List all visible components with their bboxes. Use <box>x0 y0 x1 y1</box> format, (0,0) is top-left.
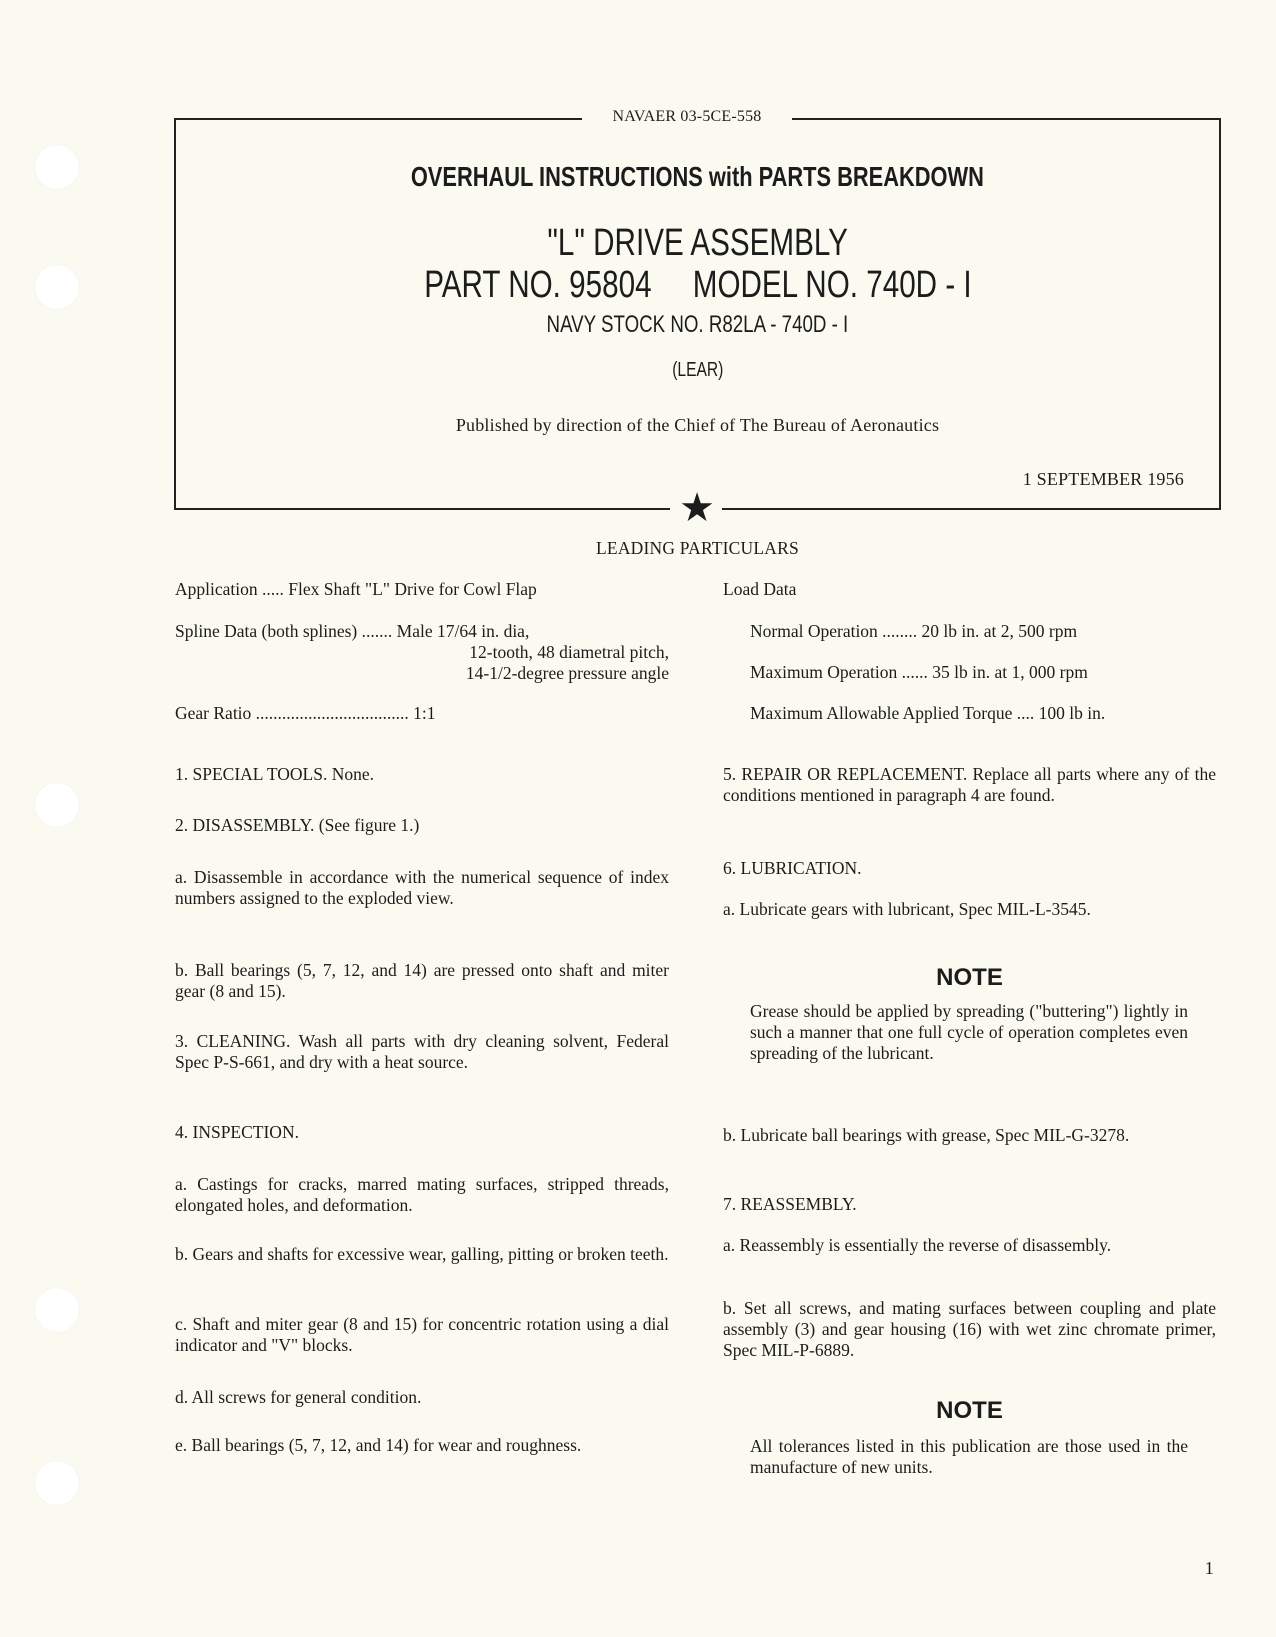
part-number: PART NO. 95804 <box>423 264 652 306</box>
document-heading: OVERHAUL INSTRUCTIONS with PARTS BREAKDOWN <box>410 161 985 192</box>
note-text: Grease should be applied by spreading ("buttering") lightly in such a manner that one full cycle of operation completes even spreading of the lubricant. <box>750 1001 1188 1063</box>
inspection-step-b: b. Gears and shafts for excessive wear, galling, pitting or broken teeth. <box>175 1244 669 1264</box>
publication-number: NAVAER 03-5CE-558 <box>612 108 762 125</box>
section-cleaning: 3. CLEANING. Wash all parts with dry cleaning solvent, Federal Spec P-S-661, and dry with a heat source. <box>175 1031 669 1072</box>
publication-date: 1 SEPTEMBER 1956 <box>1022 469 1184 489</box>
section-repair-replacement: 5. REPAIR OR REPLACEMENT. Replace all parts where any of the conditions mentioned in paragraph 4 are found. <box>723 764 1216 805</box>
box-bottom-rule-right <box>722 508 1221 510</box>
reassembly-step-a: a. Reassembly is essentially the reverse of disassembly. <box>723 1235 1112 1255</box>
lubrication-step-b: b. Lubricate ball bearings with grease, Spec MIL-G-3278. <box>723 1125 1130 1145</box>
inspection-step-c: c. Shaft and miter gear (8 and 15) for concentric rotation using a dial indicator and "V" blocks. <box>175 1314 669 1355</box>
lubrication-step-a: a. Lubricate gears with lubricant, Spec MIL-L-3545. <box>723 899 1091 919</box>
normal-operation-row: Normal Operation ........ 20 lb in. at 2, 500 rpm <box>750 621 1078 641</box>
binder-hole <box>34 782 80 828</box>
section-special-tools: 1. SPECIAL TOOLS. None. <box>175 764 374 784</box>
spline-data-row: Spline Data (both splines) ....... Male 17/64 in. dia, <box>175 621 530 641</box>
note-text: All tolerances listed in this publication are those used in the manufacture of new units. <box>750 1436 1188 1477</box>
note-heading: NOTE <box>936 1397 1003 1424</box>
box-top-rule-left <box>174 118 582 120</box>
disassembly-step-b: b. Ball bearings (5, 7, 12, and 14) are pressed onto shaft and miter gear (8 and 15). <box>175 960 669 1001</box>
part-model-line <box>174 262 1221 307</box>
section-lubrication: 6. LUBRICATION. <box>723 858 862 878</box>
manufacturer: (LEAR) <box>671 359 724 381</box>
binder-hole <box>34 1460 80 1506</box>
note-heading: NOTE <box>936 964 1003 991</box>
published-by: Published by direction of the Chief of The Bureau of Aeronautics <box>455 415 940 435</box>
gear-ratio-row: Gear Ratio ................................... 1:1 <box>175 703 436 723</box>
star-icon: ★ <box>679 485 715 531</box>
navy-stock-number: NAVY STOCK NO. R82LA - 740D - I <box>546 311 849 338</box>
box-bottom-rule-left <box>174 508 670 510</box>
page-number: 1 <box>1204 1558 1214 1578</box>
assembly-title: "L" DRIVE ASSEMBLY <box>547 222 848 264</box>
binder-hole <box>34 264 80 310</box>
spline-data-cont: 14-1/2-degree pressure angle <box>465 663 669 683</box>
box-top-rule-right <box>792 118 1221 120</box>
binder-hole <box>34 144 80 190</box>
reassembly-step-b: b. Set all screws, and mating surfaces between coupling and plate assembly (3) and gear housing (16) with wet zinc chromate primer, Spec MIL-P-6889. <box>723 1298 1216 1360</box>
disassembly-step-a: a. Disassemble in accordance with the numerical sequence of index numbers assigned to the exploded view. <box>175 867 669 908</box>
maximum-operation-row: Maximum Operation ...... 35 lb in. at 1, 000 rpm <box>750 662 1088 682</box>
load-data-label: Load Data <box>723 579 797 599</box>
inspection-step-a: a. Castings for cracks, marred mating surfaces, stripped threads, elongated holes, and deformation. <box>175 1174 669 1215</box>
model-number: MODEL NO. 740D - I <box>692 264 972 306</box>
section-inspection: 4. INSPECTION. <box>175 1122 299 1142</box>
inspection-step-e: e. Ball bearings (5, 7, 12, and 14) for wear and roughness. <box>175 1435 582 1455</box>
spline-data-cont: 12-tooth, 48 diametral pitch, <box>469 642 669 662</box>
inspection-step-d: d. All screws for general condition. <box>175 1387 422 1407</box>
max-torque-row: Maximum Allowable Applied Torque .... 100 lb in. <box>750 703 1106 723</box>
section-reassembly: 7. REASSEMBLY. <box>723 1194 857 1214</box>
section-disassembly: 2. DISASSEMBLY. (See figure 1.) <box>175 815 420 835</box>
application-row: Application ..... Flex Shaft "L" Drive for Cowl Flap <box>175 579 537 599</box>
leading-particulars-heading: LEADING PARTICULARS <box>596 538 799 558</box>
binder-hole <box>34 1287 80 1333</box>
